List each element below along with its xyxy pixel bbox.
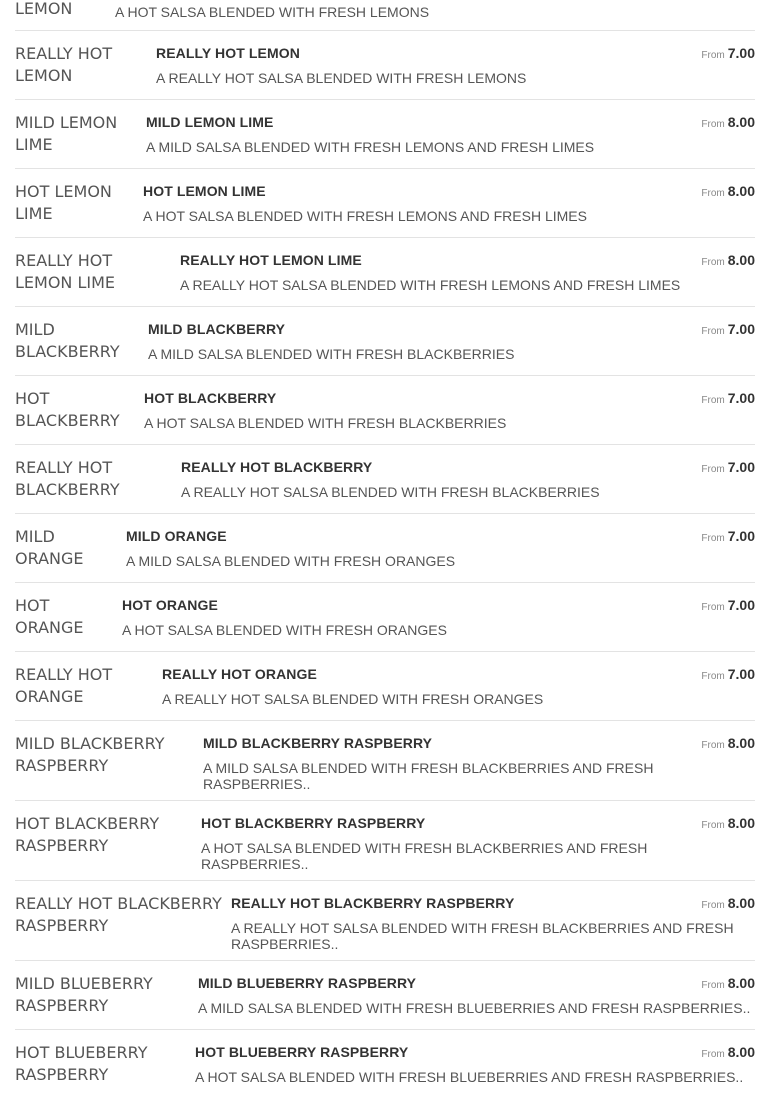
list-item[interactable] xyxy=(15,238,755,307)
product-image-alt: HOT BLACKBERRY xyxy=(15,814,160,833)
list-item[interactable] xyxy=(15,801,755,881)
list-item[interactable] xyxy=(15,583,755,652)
price xyxy=(701,975,755,993)
product-image-alt: RASPBERRY xyxy=(15,836,109,855)
price-from-label: From xyxy=(701,900,725,911)
product-image-alt: MILD LEMON xyxy=(15,113,118,132)
product-image-alt: MILD BLACKBERRY xyxy=(15,734,165,753)
product-name[interactable]: HOT BLACKBERRY RASPBERRY xyxy=(201,815,426,831)
product-image[interactable] xyxy=(15,451,181,501)
product-image-alt: REALLY HOT xyxy=(15,44,113,63)
list-item[interactable] xyxy=(15,376,755,445)
product-name[interactable]: MILD BLACKBERRY RASPBERRY xyxy=(203,735,433,751)
product-image-alt: ORANGE xyxy=(15,549,84,568)
list-item[interactable] xyxy=(15,881,755,961)
price-from-label: From xyxy=(701,980,725,991)
price-from-label: From xyxy=(701,671,725,682)
price-from-label: From xyxy=(701,119,725,130)
list-item[interactable] xyxy=(15,445,755,514)
product-description: A HOT SALSA BLENDED WITH FRESH BLUEBERRIES AND FRESH RASPBERRIES.. xyxy=(195,1069,744,1085)
product-image-alt: BLACKBERRY xyxy=(15,342,120,361)
product-image-alt: ORANGE xyxy=(15,687,84,706)
price-amount: 8.00 xyxy=(727,183,755,199)
product-image-alt: MILD BLUEBERRY xyxy=(15,974,153,993)
price-from-label: From xyxy=(701,395,725,406)
product-description: A REALLY HOT SALSA BLENDED WITH FRESH BLACKBERRIES AND FRESH RASPBERRIES.. xyxy=(231,920,734,952)
product-name[interactable]: REALLY HOT ORANGE xyxy=(162,666,317,682)
product-image-alt: REALLY HOT xyxy=(15,665,113,684)
product-image[interactable] xyxy=(15,520,126,570)
price xyxy=(701,815,755,833)
list-item[interactable] xyxy=(15,721,755,801)
price xyxy=(701,528,755,546)
price-from-label: From xyxy=(701,50,725,61)
product-description: A HOT SALSA BLENDED WITH FRESH BLACKBERRIES xyxy=(144,415,507,431)
product-image-alt: LEMON xyxy=(15,66,73,85)
price-from-label: From xyxy=(701,326,725,337)
price xyxy=(701,1044,755,1062)
product-image-alt: REALLY HOT xyxy=(15,458,113,477)
product-image[interactable] xyxy=(15,887,231,937)
product-image-alt: LIME xyxy=(15,135,53,154)
product-image[interactable] xyxy=(15,244,180,294)
product-list xyxy=(15,0,755,1099)
product-description: A MILD SALSA BLENDED WITH FRESH LEMONS AND FRESH LIMES xyxy=(146,139,595,155)
product-description: A HOT SALSA BLENDED WITH FRESH LEMONS xyxy=(115,4,430,20)
price xyxy=(701,45,755,63)
product-image-alt: HOT xyxy=(15,596,50,615)
product-name[interactable]: REALLY HOT BLACKBERRY RASPBERRY xyxy=(231,895,515,911)
product-name[interactable]: REALLY HOT LEMON LIME xyxy=(180,252,362,268)
product-description: A MILD SALSA BLENDED WITH FRESH ORANGES xyxy=(126,553,456,569)
product-image-alt: HOT LEMON xyxy=(15,182,112,201)
product-image-alt: RASPBERRY xyxy=(15,756,109,775)
price-amount: 7.00 xyxy=(727,528,755,544)
list-item[interactable] xyxy=(15,961,755,1030)
product-image[interactable] xyxy=(15,658,162,708)
product-image-alt: RASPBERRY xyxy=(15,1065,109,1084)
price-amount: 8.00 xyxy=(727,114,755,130)
list-item[interactable] xyxy=(15,0,755,31)
price-from-label: From xyxy=(701,1049,725,1060)
product-image-alt: LEMON xyxy=(15,0,73,18)
product-name[interactable]: MILD LEMON LIME xyxy=(146,114,274,130)
product-image[interactable] xyxy=(15,382,144,432)
product-image[interactable] xyxy=(15,106,146,156)
product-image-alt: ORANGE xyxy=(15,618,84,637)
price xyxy=(701,114,755,132)
product-image-alt: REALLY HOT BLACKBERRY xyxy=(15,894,222,913)
price-from-label: From xyxy=(701,602,725,613)
product-image-alt: MILD xyxy=(15,320,55,339)
price xyxy=(701,390,755,408)
product-image-alt: MILD xyxy=(15,527,55,546)
list-item[interactable] xyxy=(15,169,755,238)
product-name[interactable]: MILD BLACKBERRY xyxy=(148,321,286,337)
product-description: A MILD SALSA BLENDED WITH FRESH BLACKBERRIES AND FRESH RASPBERRIES.. xyxy=(203,760,654,792)
product-description: A HOT SALSA BLENDED WITH FRESH ORANGES xyxy=(122,622,447,638)
price-from-label: From xyxy=(701,533,725,544)
list-item[interactable] xyxy=(15,514,755,583)
price xyxy=(701,321,755,339)
product-image-alt: HOT BLUEBERRY xyxy=(15,1043,148,1062)
product-image-alt: HOT xyxy=(15,389,50,408)
product-image[interactable] xyxy=(15,727,203,777)
product-image[interactable] xyxy=(15,807,201,857)
product-name[interactable]: HOT LEMON LIME xyxy=(143,183,266,199)
list-item[interactable] xyxy=(15,1030,755,1099)
product-image[interactable] xyxy=(15,967,198,1017)
product-image-alt: LIME xyxy=(15,204,53,223)
product-description: A MILD SALSA BLENDED WITH FRESH BLACKBERRIES xyxy=(148,346,515,362)
product-name[interactable]: HOT BLUEBERRY RASPBERRY xyxy=(195,1044,409,1060)
product-image[interactable] xyxy=(15,589,122,639)
product-image-alt: LEMON LIME xyxy=(15,273,116,292)
product-name[interactable]: MILD ORANGE xyxy=(126,528,227,544)
price-amount: 7.00 xyxy=(727,321,755,337)
price-from-label: From xyxy=(701,464,725,475)
product-name[interactable]: HOT BLACKBERRY xyxy=(144,390,277,406)
list-item[interactable] xyxy=(15,31,755,100)
product-image[interactable] xyxy=(15,1036,195,1086)
price-from-label: From xyxy=(701,740,725,751)
product-description: A MILD SALSA BLENDED WITH FRESH BLUEBERRIES AND FRESH RASPBERRIES.. xyxy=(198,1000,751,1016)
price xyxy=(701,252,755,270)
product-image-alt: REALLY HOT xyxy=(15,251,113,270)
price xyxy=(701,597,755,615)
price-amount: 7.00 xyxy=(727,597,755,613)
price-amount: 8.00 xyxy=(727,815,755,831)
price xyxy=(701,666,755,684)
product-image[interactable] xyxy=(15,37,156,87)
product-description: A HOT SALSA BLENDED WITH FRESH BLACKBERRIES AND FRESH RASPBERRIES.. xyxy=(201,840,648,872)
price-amount: 8.00 xyxy=(727,895,755,911)
list-item[interactable] xyxy=(15,100,755,169)
price-amount: 7.00 xyxy=(727,666,755,682)
product-name[interactable]: MILD BLUEBERRY RASPBERRY xyxy=(198,975,417,991)
price-from-label: From xyxy=(701,820,725,831)
product-image[interactable] xyxy=(15,313,148,363)
product-description: A REALLY HOT SALSA BLENDED WITH FRESH ORANGES xyxy=(162,691,544,707)
product-description: A HOT SALSA BLENDED WITH FRESH LEMONS AND FRESH LIMES xyxy=(143,208,587,224)
product-name[interactable]: REALLY HOT LEMON xyxy=(156,45,300,61)
product-description: A REALLY HOT SALSA BLENDED WITH FRESH BLACKBERRIES xyxy=(181,484,600,500)
price-amount: 7.00 xyxy=(727,390,755,406)
product-name[interactable]: HOT ORANGE xyxy=(122,597,218,613)
price-amount: 8.00 xyxy=(727,735,755,751)
price xyxy=(701,895,755,913)
product-image[interactable] xyxy=(15,0,115,20)
product-image-alt: RASPBERRY xyxy=(15,916,109,935)
product-image-alt: RASPBERRY xyxy=(15,996,109,1015)
product-image-alt: BLACKBERRY xyxy=(15,411,120,430)
price-amount: 8.00 xyxy=(727,1044,755,1060)
product-description: A REALLY HOT SALSA BLENDED WITH FRESH LEMONS xyxy=(156,70,527,86)
price-amount: 7.00 xyxy=(727,459,755,475)
price xyxy=(701,735,755,753)
product-description: A REALLY HOT SALSA BLENDED WITH FRESH LEMONS AND FRESH LIMES xyxy=(180,277,681,293)
product-name[interactable]: REALLY HOT BLACKBERRY xyxy=(181,459,373,475)
price-amount: 7.00 xyxy=(727,45,755,61)
product-image-alt: BLACKBERRY xyxy=(15,480,120,499)
product-image[interactable] xyxy=(15,175,143,225)
price xyxy=(701,459,755,477)
price-from-label: From xyxy=(701,188,725,199)
list-item[interactable] xyxy=(15,652,755,721)
price-amount: 8.00 xyxy=(727,252,755,268)
price xyxy=(701,183,755,201)
price-amount: 8.00 xyxy=(727,975,755,991)
list-item[interactable] xyxy=(15,307,755,376)
price-from-label: From xyxy=(701,257,725,268)
